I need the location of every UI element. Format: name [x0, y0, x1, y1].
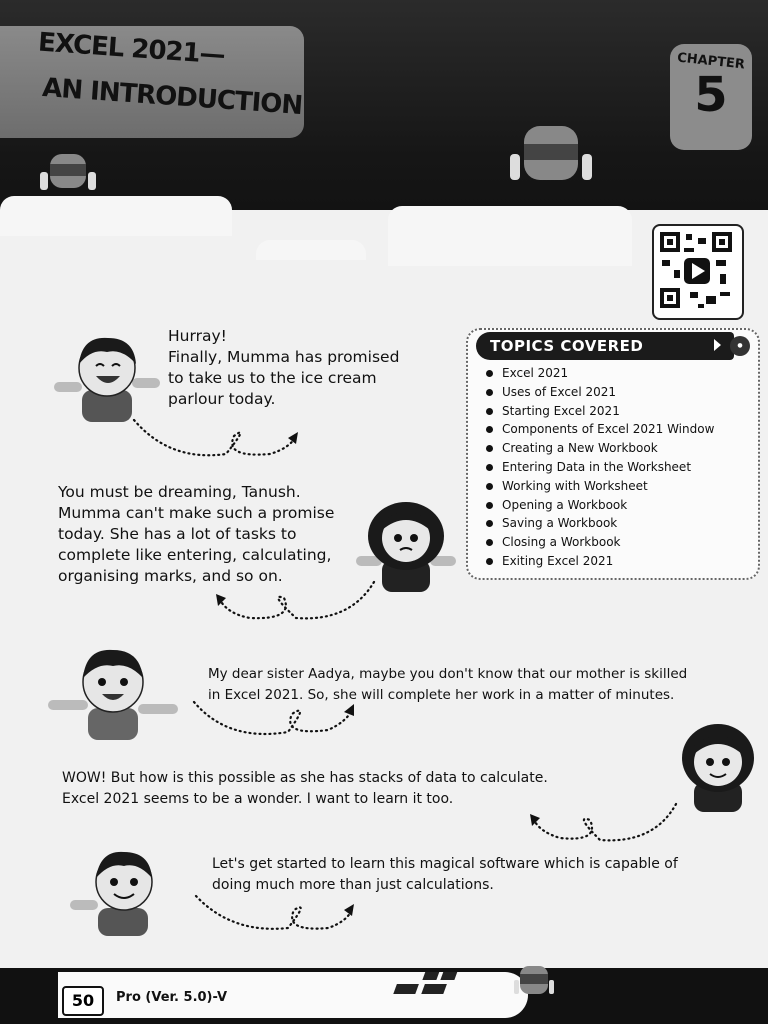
speech-line: organising marks, and so on. [58, 567, 283, 585]
book-series: Pro (Ver. 5.0)-V [116, 990, 228, 1005]
speech-tanush-3 [212, 854, 678, 896]
paper-tab [388, 206, 632, 266]
robot-icon [506, 122, 596, 184]
speech-line: to take us to the ice cream [168, 369, 377, 387]
dotted-arrow-icon [192, 892, 362, 940]
speech-line: complete like entering, calculating, [58, 546, 332, 564]
speech-tanush-1 [168, 326, 399, 410]
dotted-arrow-icon [130, 414, 310, 470]
topics-heading: TOPICS COVERED [476, 332, 734, 360]
page-number: 50 [62, 986, 104, 1016]
topic-item: Creating a New Workbook [484, 439, 714, 458]
play-arrow-icon [714, 339, 721, 351]
speech-line: Let's get started to learn this magical software which is capable of [212, 856, 678, 872]
boy-character [46, 640, 180, 742]
speech-line: today. She has a lot of tasks to [58, 525, 297, 543]
speech-line: doing much more than just calculations. [212, 877, 494, 893]
chapter-badge [670, 44, 752, 150]
topics-covered-box [466, 328, 760, 580]
speech-line: in Excel 2021. So, she will complete her work in a matter of minutes. [208, 687, 675, 703]
chapter-title-line-1: EXCEL 2021— [37, 27, 226, 71]
speech-aadya-1 [58, 482, 334, 587]
topic-item: Saving a Workbook [484, 514, 714, 533]
topic-item: Entering Data in the Worksheet [484, 458, 714, 477]
topic-item: Exiting Excel 2021 [484, 552, 714, 571]
robot-icon [36, 150, 100, 194]
speech-line: My dear sister Aadya, maybe you don't know that our mother is skilled [208, 666, 688, 682]
decorative-blocks-icon [382, 970, 472, 1006]
speech-line: Mumma can't make such a promise [58, 504, 335, 522]
boy-character [68, 842, 174, 938]
progress-badge-icon: ● [730, 336, 750, 356]
speech-line: Hurray! [168, 327, 227, 345]
speech-line: parlour today. [168, 390, 276, 408]
topics-list [484, 364, 714, 571]
topic-item: Closing a Workbook [484, 533, 714, 552]
speech-line: Excel 2021 seems to be a wonder. I want to learn it too. [62, 791, 454, 807]
topic-item: Opening a Workbook [484, 496, 714, 515]
boy-character [52, 328, 162, 424]
qr-code-icon[interactable] [652, 224, 744, 320]
topic-item: Components of Excel 2021 Window [484, 420, 714, 439]
speech-tanush-2 [208, 664, 687, 706]
speech-aadya-2 [62, 768, 548, 810]
chapter-title-line-2: AN INTRODUCTION [41, 72, 304, 122]
paper-tab [256, 240, 366, 260]
speech-line: WOW! But how is this possible as she has stacks of data to calculate. [62, 770, 548, 786]
speech-line: You must be dreaming, Tanush. [58, 483, 301, 501]
topic-item: Working with Worksheet [484, 477, 714, 496]
paper-tab [0, 196, 232, 236]
chapter-number: 5 [694, 67, 728, 123]
chapter-title-box [0, 26, 304, 138]
girl-character [676, 718, 760, 814]
speech-line: Finally, Mumma has promised [168, 348, 400, 366]
topic-item: Starting Excel 2021 [484, 402, 714, 421]
topic-item: Excel 2021 [484, 364, 714, 383]
robot-icon [512, 962, 556, 998]
topic-item: Uses of Excel 2021 [484, 383, 714, 402]
chapter-label: CHAPTER [676, 50, 746, 73]
